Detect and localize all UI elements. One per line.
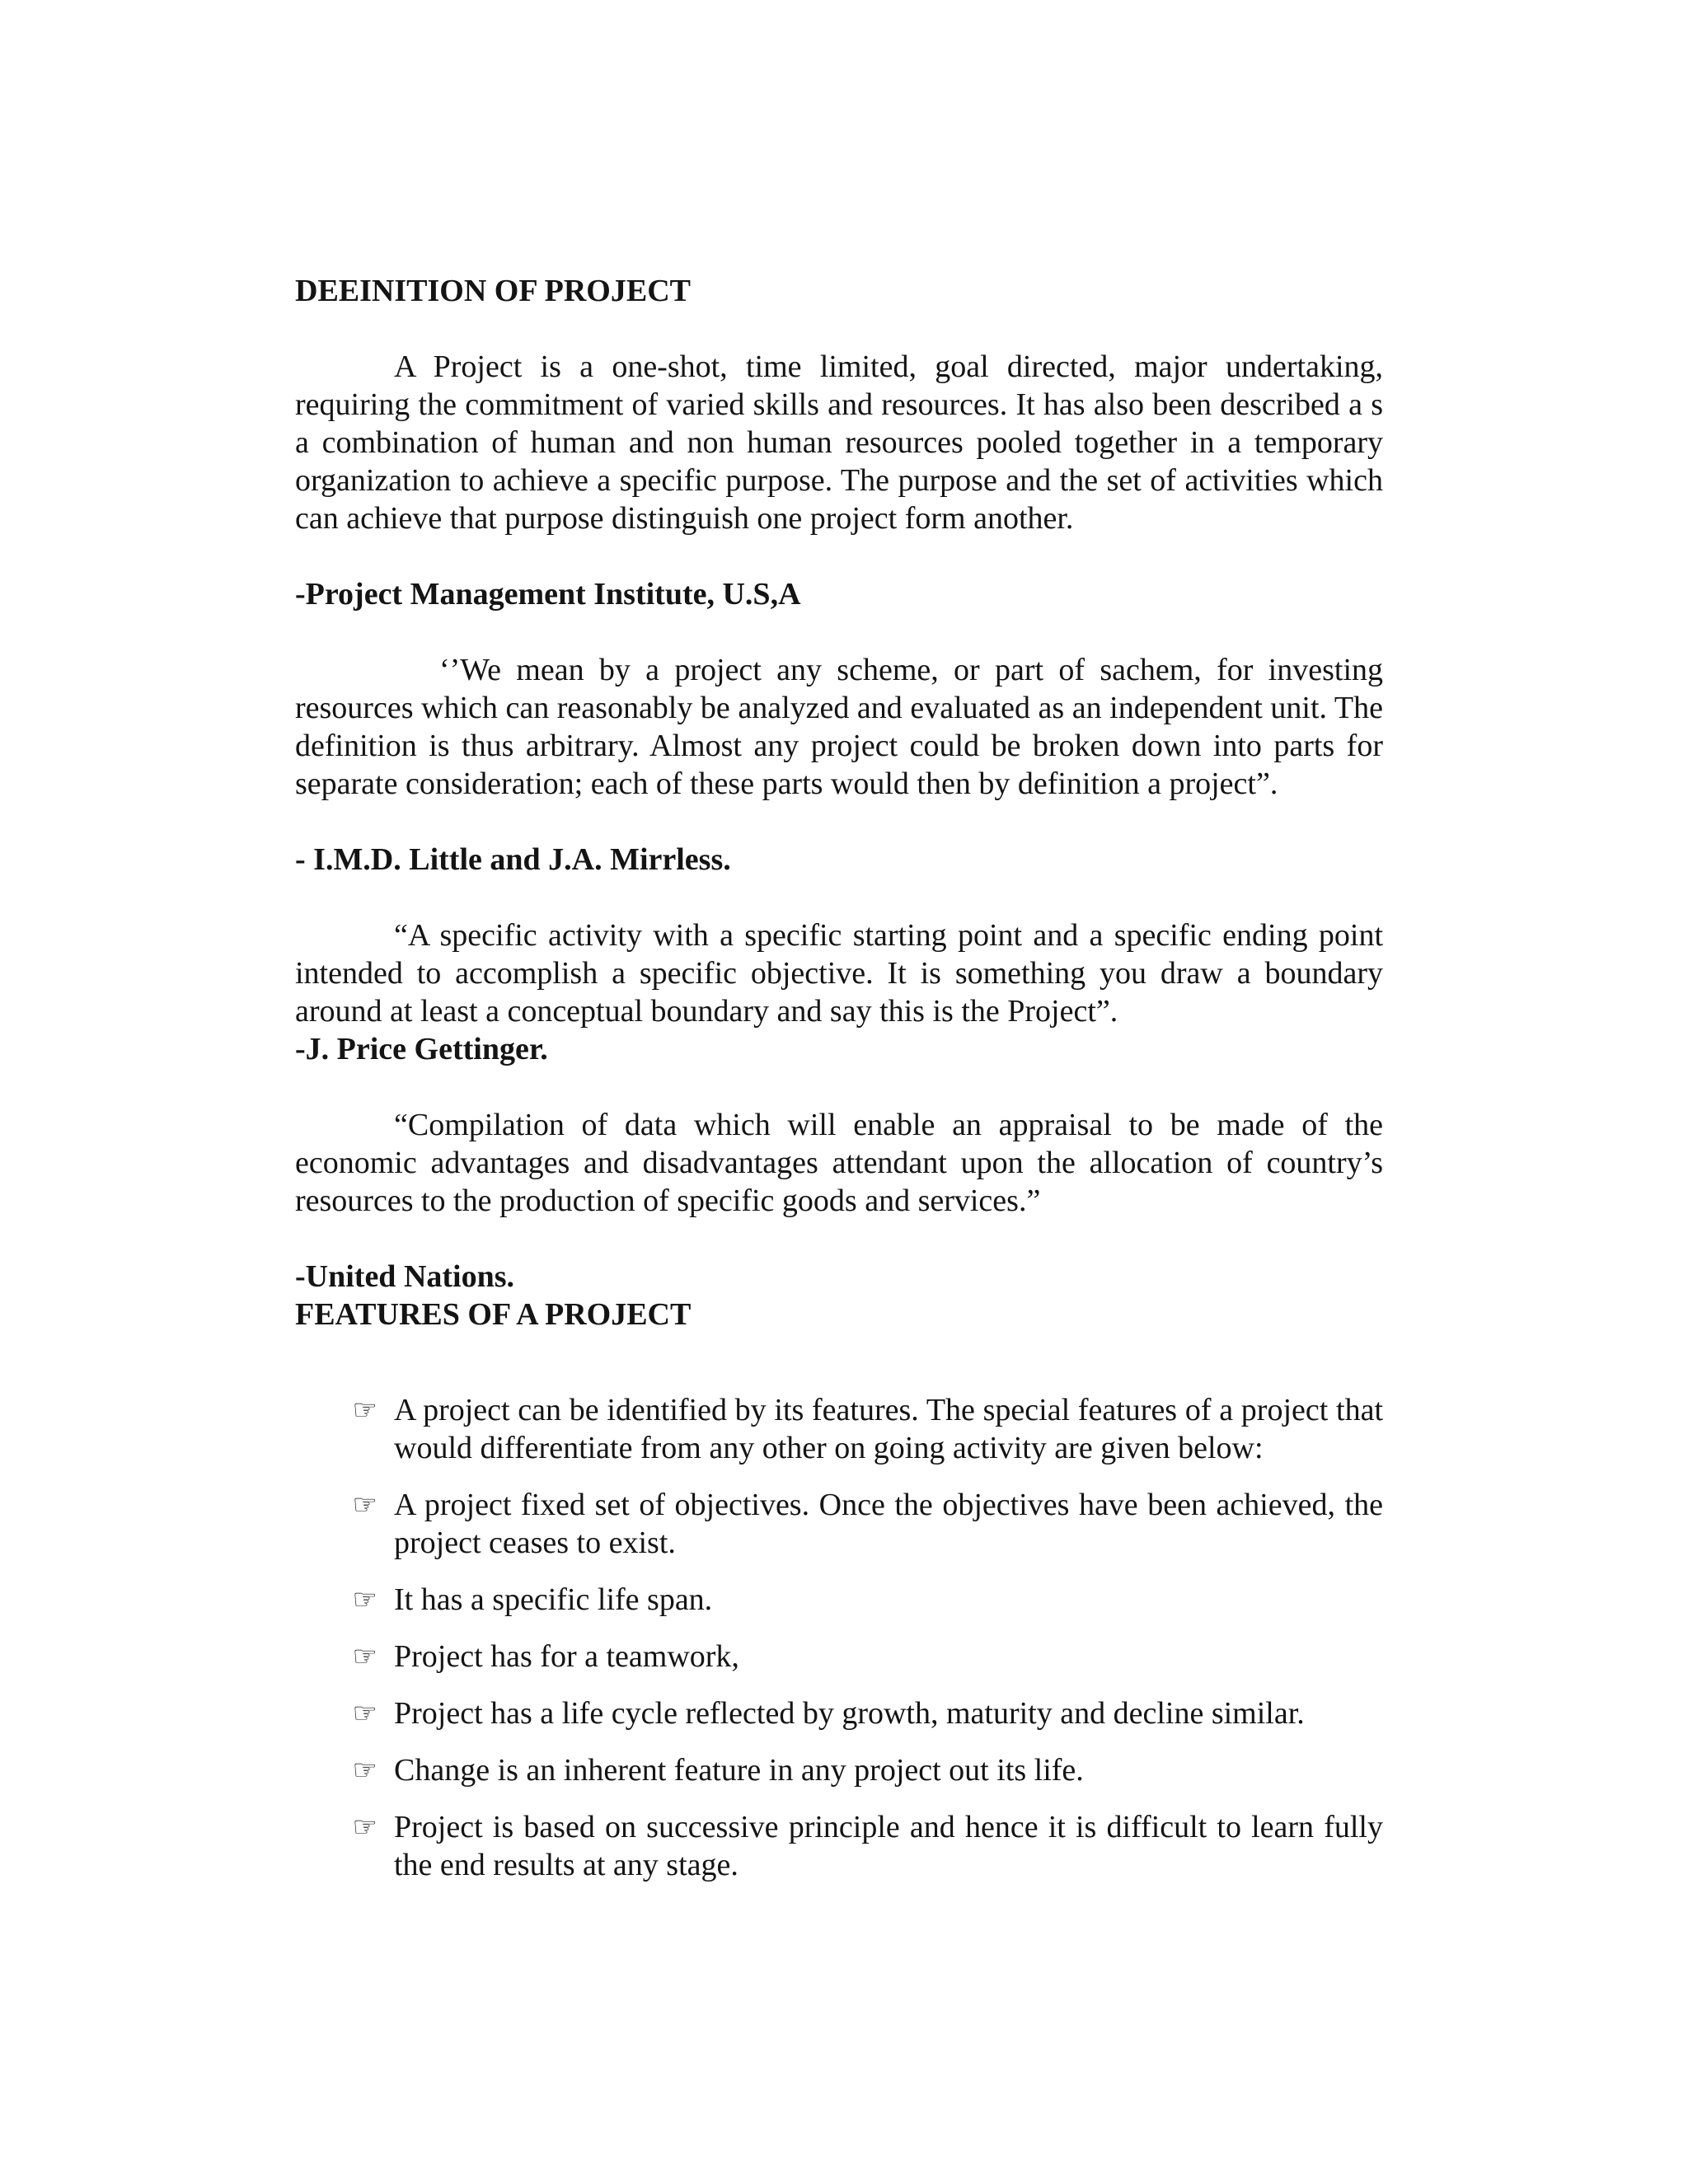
list-item-text: A project can be identified by its features. The special features of a project that would differentiate from any other on going activity are given below: (394, 1393, 1383, 1465)
list-item-text: A project fixed set of objectives. Once the objectives have been achieved, the project ceases to exist. (394, 1488, 1383, 1560)
list-item (295, 1808, 1383, 1884)
list-item-text: Project has for a teamwork, (394, 1639, 739, 1674)
pointing-hand-icon: ☞ (352, 1488, 377, 1521)
pointing-hand-icon: ☞ (352, 1811, 377, 1844)
list-item-text: Change is an inherent feature in any project out its life. (394, 1753, 1084, 1788)
list-item (295, 1391, 1383, 1467)
quote-united-nations: “Compilation of data which will enable an appraisal to be made of the economic advantages and disadvantages attendant upon the allocation of country’s resources to the production of specific goods and services.” (295, 1108, 1383, 1218)
attribution-united-nations: -United Nations. (295, 1259, 515, 1294)
definition-heading: DEEINITION OF PROJECT (295, 274, 691, 308)
attribution-gettinger: -J. Price Gettinger. (295, 1032, 548, 1066)
pointing-hand-icon: ☞ (352, 1697, 377, 1730)
pointing-hand-icon: ☞ (352, 1754, 377, 1787)
list-item-text: Project has a life cycle reflected by growth, maturity and decline similar. (394, 1696, 1305, 1731)
quote-little-mirrless: ‘’We mean by a project any scheme, or part of sachem, for investing resources which can reasonably be analyzed and evaluated as an independent unit. The definition is thus arbitrary. Almost any project could be broken down into parts for separate consideration; each of these parts would then by definition a project”. (295, 653, 1383, 801)
attribution-pmi: -Project Management Institute, U.S,A (295, 577, 801, 612)
list-item (295, 1638, 1383, 1675)
pointing-hand-icon: ☞ (352, 1640, 377, 1673)
definition-paragraph: A Project is a one-shot, time limited, goal directed, major undertaking, requiring the commitment of varied skills and resources. It has also been described a s a combination of human and non human resources pooled together in a temporary organization to achieve a specific purpose. The purpose and the set of activities which can achieve that purpose distinguish one project form another. (295, 349, 1383, 536)
features-list (295, 1391, 1383, 1884)
list-item (295, 1751, 1383, 1789)
attribution-little-mirrless: - I.M.D. Little and J.A. Mirrless. (295, 842, 731, 877)
list-item (295, 1486, 1383, 1562)
list-item-text: Project is based on successive principle and hence it is difficult to learn fully the end results at any stage. (394, 1810, 1383, 1882)
list-item-text: It has a specific life span. (394, 1582, 713, 1617)
document-page (295, 272, 1383, 1903)
features-heading: FEATURES OF A PROJECT (295, 1297, 692, 1332)
pointing-hand-icon: ☞ (352, 1394, 377, 1427)
quote-gettinger: “A specific activity with a specific starting point and a specific ending point intended to accomplish a specific objective. It is something you draw a boundary around at least a conceptual boundary and say this is the Project”. (295, 918, 1383, 1029)
list-item (295, 1581, 1383, 1619)
pointing-hand-icon: ☞ (352, 1583, 377, 1616)
list-item (295, 1694, 1383, 1732)
